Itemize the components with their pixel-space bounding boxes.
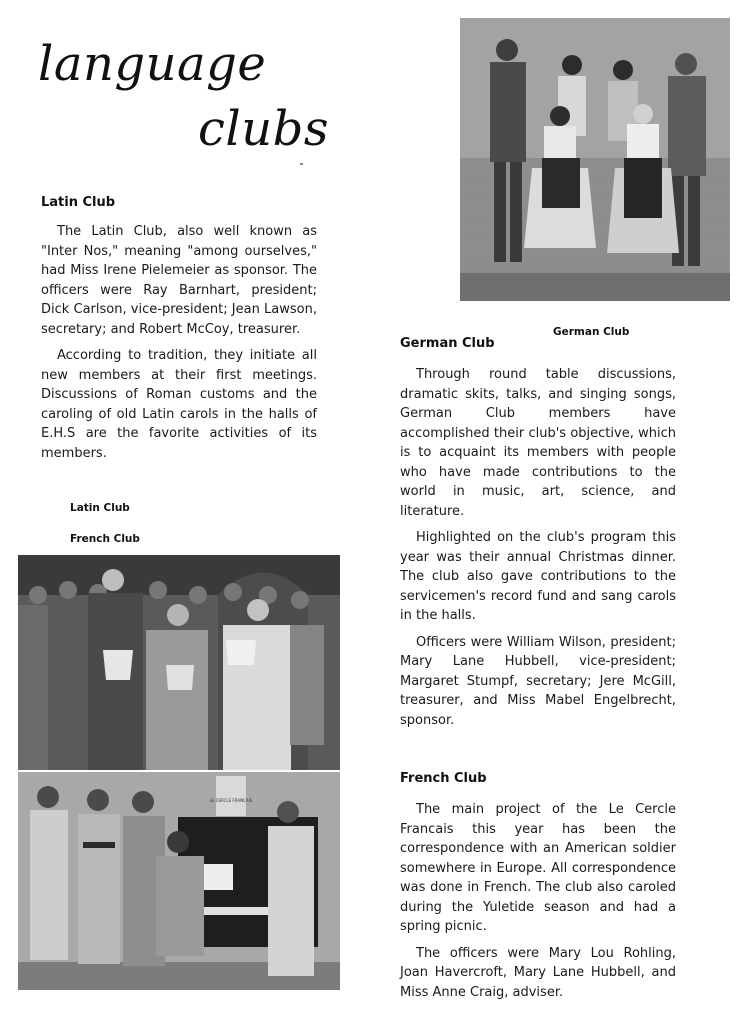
decorative-dot (300, 163, 303, 165)
german-paragraph: Highlighted on the club's program this year was their annual Christmas dinner. The club also gave contributions to the servicemen's record fund and sang carols in the halls. (400, 530, 676, 623)
german-paragraph: Through round table discussions, dramatic skits, talks, and singing songs, German Club members have accomplished their club's objective, which is to acquaint its members with people who have made contributions to the world in music, art, science, and literature. (400, 367, 676, 519)
photo-caption-german: German Club (553, 326, 630, 338)
german-paragraph: Officers were William Wilson, president; Mary Lane Hubbell, vice-president; Margaret Stumpf, secretary; Jere McGill, treasurer, and Miss Mabel Engelbrecht, sponsor. (400, 634, 676, 728)
latin-paragraph: The Latin Club, also well known as "Inter Nos," meaning "among ourselves," had Miss Irene Pielemeier as sponsor. The officers were Ray Barnhart, president; Dick Carlson, vice-president; Jean Lawson, secretary; and Robert McCoy, treasurer. (41, 224, 317, 337)
poster-text: LE CERCLE FRANCAIS (209, 798, 253, 803)
latin-club-heading: Latin Club (41, 195, 116, 210)
french-paragraph: The officers were Mary Lou Rohling, Joan Havercroft, Mary Lane Hubbell, and Miss Anne Craig, adviser. (400, 945, 676, 1000)
page-title-line-1: language (38, 36, 267, 92)
latin-club-text (41, 222, 317, 470)
photo-caption-french: French Club (70, 533, 140, 545)
german-club-text (400, 365, 676, 737)
page-title-line-2: clubs (198, 101, 330, 157)
photo-caption-latin: Latin Club (70, 502, 130, 514)
latin-paragraph: According to tradition, they initiate all new members at their first meetings. Discussions of Roman customs and the caroling of old Latin carols in the halls of E.H.S are the favorite activities of its members. (41, 348, 317, 461)
french-club-photo (18, 772, 340, 990)
latin-club-photo (18, 555, 340, 770)
german-club-photo (460, 18, 730, 301)
french-club-heading: French Club (400, 771, 487, 786)
german-club-heading: German Club (400, 336, 495, 351)
french-paragraph: The main project of the Le Cercle Francais this year has been the correspondence with an American soldier somewhere in Europe. All correspondence was done in French. The club also caroled during the Yuletide season and had a spring picnic. (400, 802, 676, 934)
french-club-text (400, 800, 676, 1009)
